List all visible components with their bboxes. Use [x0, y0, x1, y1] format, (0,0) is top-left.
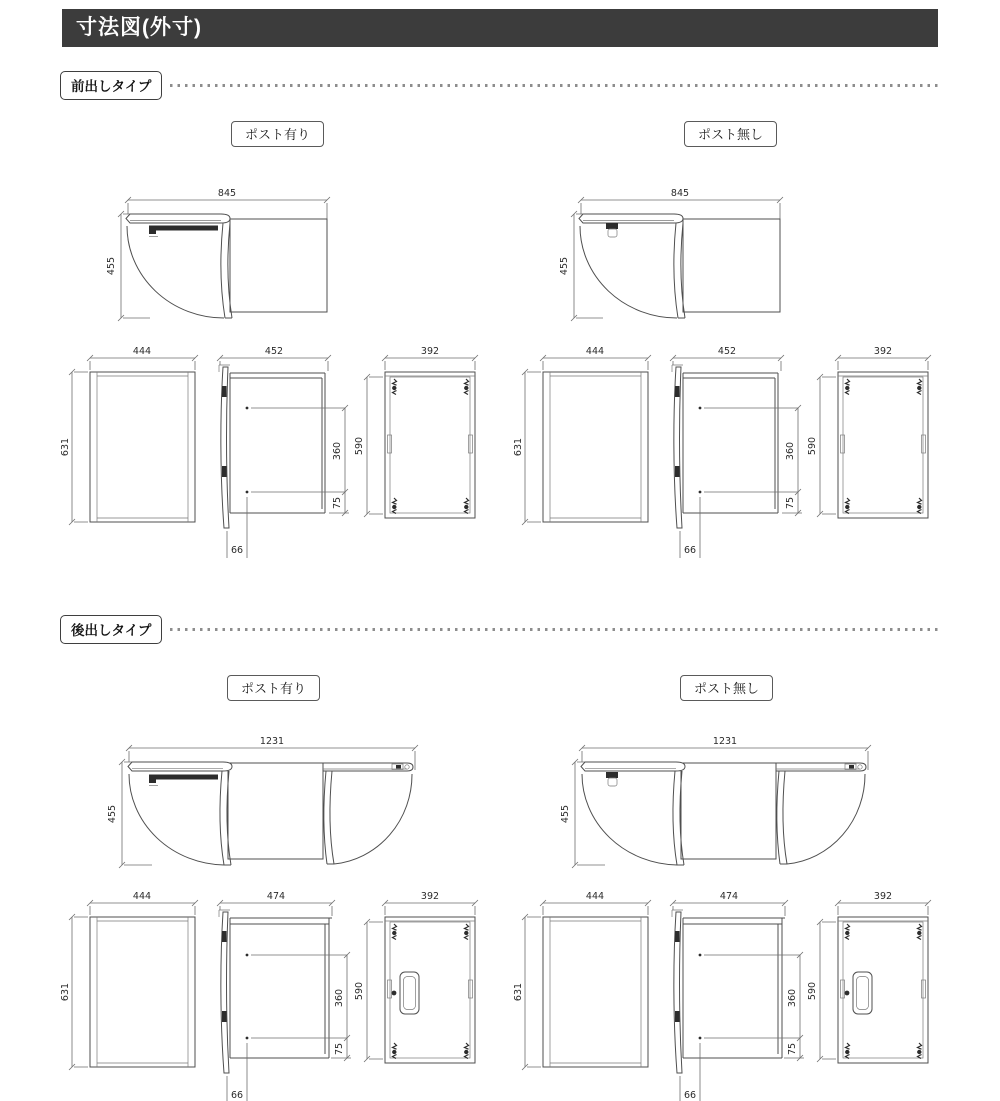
- dotted-divider: [170, 628, 938, 631]
- panel-front-type-without-post: [513, 115, 953, 565]
- page-header: [62, 9, 938, 47]
- section-label-text: 後出しタイプ: [71, 622, 152, 638]
- variant-label-rear-with-post: ポスト有り: [227, 675, 320, 701]
- dotted-divider: [170, 84, 938, 87]
- section-header-front-type: [60, 72, 938, 98]
- variant-label-rear-without-post: ポスト無し: [680, 675, 773, 701]
- panel-front-type-with-post: [60, 115, 500, 565]
- panel-rear-type-without-post: [513, 660, 953, 1101]
- variant-label-front-with-post: ポスト有り: [231, 121, 324, 147]
- section-label-rear-type: [60, 615, 162, 644]
- section-label-text: 前出しタイプ: [71, 78, 152, 94]
- variant-label-front-without-post: ポスト無し: [684, 121, 777, 147]
- page-title: 寸法図(外寸): [76, 16, 202, 39]
- panel-rear-type-with-post: [60, 660, 500, 1101]
- section-header-rear-type: [60, 616, 938, 642]
- section-label-front-type: [60, 71, 162, 100]
